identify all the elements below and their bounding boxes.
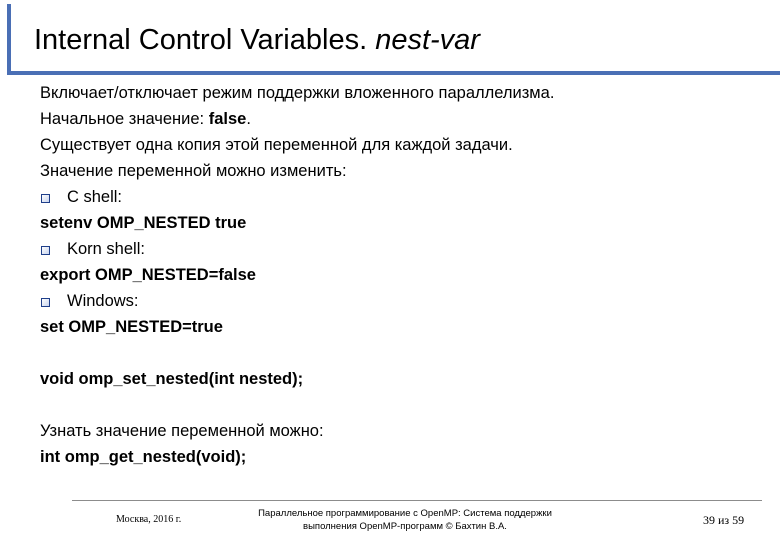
square-bullet-icon	[41, 194, 50, 203]
body-line-query: Узнать значение переменной можно:	[40, 422, 324, 440]
square-bullet-icon	[41, 298, 50, 307]
list-item-c-shell	[40, 184, 760, 210]
initial-value-suffix: .	[246, 110, 251, 128]
spacer	[40, 392, 760, 418]
footer-course-title-line2: выполнения OpenMP-программ © Бахтин В.А.	[303, 521, 507, 532]
title-accent-vertical-bar	[7, 4, 11, 75]
slide-title-italic: nest-var	[375, 24, 480, 56]
code-line-omp-get-nested: int omp_get_nested(void);	[40, 448, 247, 466]
code-line-export: export OMP_NESTED=false	[40, 266, 256, 284]
code-line-setenv: setenv OMP_NESTED true	[40, 214, 247, 232]
page-number: 39 из 59	[703, 513, 745, 527]
slide-title-main: Internal Control Variables.	[34, 24, 376, 56]
spacer	[40, 340, 760, 366]
square-bullet-icon	[41, 246, 50, 255]
initial-value: false	[208, 110, 247, 128]
footer-course-title-line1: Параллельное программирование с OpenMP: Система поддержки	[258, 508, 552, 519]
list-item-label: Korn shell:	[67, 240, 145, 258]
body-line-description: Включает/отключает режим поддержки вложенного параллелизма.	[40, 84, 555, 102]
list-item-korn-shell	[40, 236, 760, 262]
body-line-initial-value	[40, 106, 760, 132]
title-accent-underline	[7, 71, 780, 75]
body-line-copies: Существует одна копия этой переменной для каждой задачи.	[40, 136, 513, 154]
list-item-windows	[40, 288, 760, 314]
list-item-label: C shell:	[67, 188, 123, 206]
footer-course-title	[230, 507, 580, 533]
slide-body	[40, 80, 760, 470]
body-line-change: Значение переменной можно изменить:	[40, 162, 347, 180]
code-line-set: set OMP_NESTED=true	[40, 318, 223, 336]
list-item-label: Windows:	[67, 292, 139, 310]
initial-value-label: Начальное значение:	[40, 110, 209, 128]
footer-divider	[72, 500, 762, 501]
code-line-omp-set-nested: void omp_set_nested(int nested);	[40, 370, 304, 388]
slide-title	[34, 20, 480, 60]
footer-location-date: Москва, 2016 г.	[116, 514, 182, 525]
